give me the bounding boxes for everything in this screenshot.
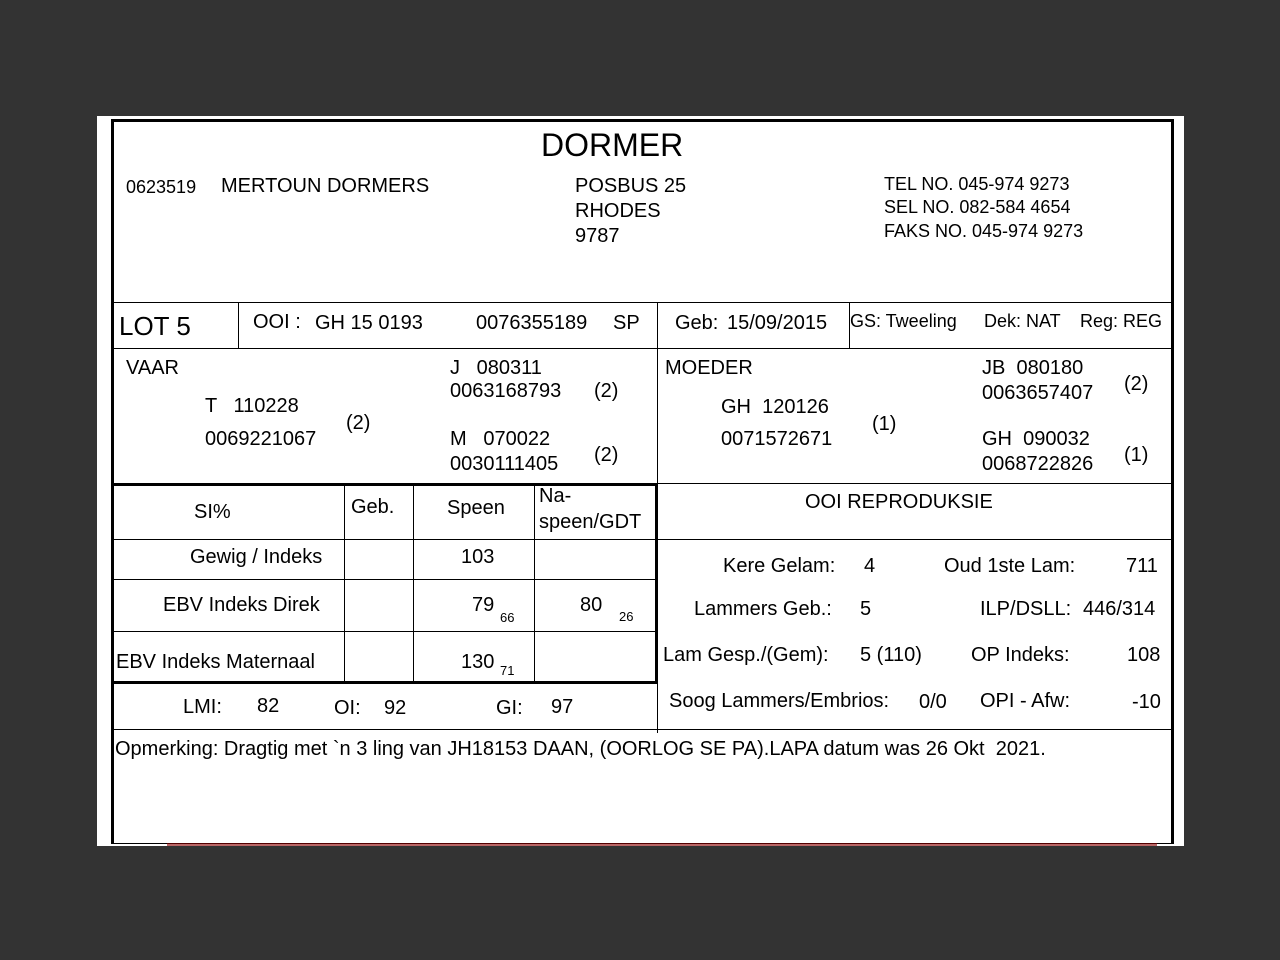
divider (413, 483, 414, 683)
op-index-value: 108 (1127, 644, 1161, 666)
lot-number: LOT 5 (119, 311, 191, 341)
si-header: SI% (194, 501, 231, 523)
op-index-label: OP Indeks: (971, 644, 1070, 666)
divider (658, 483, 1174, 484)
weaning-header: Speen (447, 497, 505, 519)
birth-label: Geb: (675, 312, 719, 334)
dam-sire-count: (2) (1124, 373, 1149, 395)
dam-dam-count: (1) (1124, 444, 1149, 466)
divider (344, 483, 345, 683)
post-weaning-header-line-1: Na- (539, 485, 572, 507)
opi-deviation-value: -10 (1132, 691, 1161, 713)
row-ebv-direct-post-weaning-accuracy: 26 (619, 609, 634, 624)
sire-sire-number: 0063168793 (450, 380, 562, 402)
divider (111, 348, 1174, 349)
divider (111, 539, 1174, 540)
divider (111, 579, 658, 580)
row-weight-index-label: Gewig / Indeks (190, 546, 323, 568)
reproduction-title: OOI REPRODUKSIE (805, 491, 993, 513)
row-ebv-maternal-weaning: 130 (461, 651, 495, 673)
sire-id: T 110228 (205, 395, 299, 417)
frame-left (111, 119, 114, 843)
sire-label: VAAR (126, 357, 179, 379)
mating-type: Dek: NAT (984, 311, 1061, 331)
lambs-born-label: Lammers Geb.: (694, 598, 832, 620)
row-weight-index-weaning: 103 (461, 546, 495, 568)
cell-number: SEL NO. 082-584 4654 (884, 197, 1071, 217)
divider (238, 302, 239, 348)
gi-value: 97 (551, 696, 574, 718)
row-ebv-direct-label: EBV Indeks Direk (163, 594, 320, 616)
dam-dam-number: 0068722826 (982, 453, 1094, 475)
oi-label: OI: (334, 697, 361, 719)
suckled-lambs-value: 0/0 (919, 691, 947, 713)
suckled-lambs-label: Soog Lammers/Embrios: (669, 690, 890, 712)
dam-offspring-count: (1) (872, 413, 897, 435)
dam-label: MOEDER (665, 357, 753, 379)
dam-sire-id: JB 080180 (982, 357, 1084, 379)
dam-dam-id: GH 090032 (982, 428, 1090, 450)
lambings-label: Kere Gelam: (723, 555, 836, 577)
row-ebv-direct-weaning: 79 (472, 594, 495, 616)
dam-number: 0071572671 (721, 428, 833, 450)
sire-dam-id: M 070022 (450, 428, 551, 450)
frame-top (111, 119, 1174, 122)
lambs-weaned-label: Lam Gesp./(Gem): (663, 644, 829, 666)
ewe-id: GH 15 0193 (315, 312, 423, 334)
birth-header: Geb. (351, 496, 395, 518)
lmi-label: LMI: (183, 696, 222, 718)
gi-label: GI: (496, 697, 523, 719)
dam-sire-number: 0063657407 (982, 382, 1094, 404)
divider (111, 302, 1174, 303)
first-lamb-age-label: Oud 1ste Lam: (944, 555, 1076, 577)
sire-sire-count: (2) (594, 380, 619, 402)
address-line-1: POSBUS 25 (575, 175, 687, 197)
registration-status: Reg: REG (1080, 311, 1163, 331)
divider (111, 681, 658, 684)
sire-number: 0069221067 (205, 428, 317, 450)
birth-date: 15/09/2015 (727, 312, 828, 334)
lot-card (97, 116, 1184, 846)
address-line-3: 9787 (575, 225, 620, 247)
fax-number: FAKS NO. 045-974 9273 (884, 221, 1084, 241)
sire-sire-id: J 080311 (450, 357, 542, 379)
first-lamb-age-value: 711 (1126, 555, 1158, 577)
phone-number: TEL NO. 045-974 9273 (884, 174, 1070, 194)
opi-deviation-label: OPI - Afw: (980, 690, 1071, 712)
divider (111, 729, 1174, 730)
divider (111, 631, 658, 632)
divider (534, 483, 535, 683)
oi-value: 92 (384, 697, 407, 719)
breeder-name: MERTOUN DORMERS (221, 175, 430, 197)
remark: Opmerking: Dragtig met `n 3 ling van JH18153 DAAN, (OORLOG SE PA).LAPA datum was 26 Okt 2021. (115, 738, 1046, 760)
birth-status: GS: Tweeling (850, 311, 957, 331)
document-title: DORMER (541, 127, 684, 163)
lambs-born-value: 5 (860, 598, 872, 620)
ewe-label: OOI : (253, 311, 301, 333)
lmi-value: 82 (257, 695, 280, 717)
row-ebv-direct-weaning-accuracy: 66 (500, 610, 515, 625)
divider (655, 483, 658, 683)
cut-off-footer-text (167, 843, 1157, 846)
dam-id: GH 120126 (721, 396, 829, 418)
ilp-dsll-value: 446/314 (1083, 598, 1156, 620)
row-ebv-maternal-label: EBV Indeks Maternaal (116, 651, 315, 673)
sire-dam-number: 0030111405 (450, 453, 559, 475)
ewe-registration-number: 0076355189 (476, 312, 588, 334)
ilp-dsll-label: ILP/DSLL: (980, 598, 1072, 620)
sire-dam-count: (2) (594, 444, 619, 466)
row-ebv-direct-post-weaning: 80 (580, 594, 603, 616)
frame-right (1171, 119, 1174, 843)
breeder-id: 0623519 (126, 177, 197, 197)
lambings-value: 4 (864, 555, 876, 577)
divider (111, 483, 658, 486)
address-line-2: RHODES (575, 200, 661, 222)
sire-offspring-count: (2) (346, 412, 371, 434)
row-ebv-maternal-weaning-accuracy: 71 (500, 663, 515, 678)
post-weaning-header-line-2: speen/GDT (539, 511, 642, 533)
lambs-weaned-value: 5 (110) (860, 644, 922, 666)
ewe-class: SP (613, 312, 640, 334)
